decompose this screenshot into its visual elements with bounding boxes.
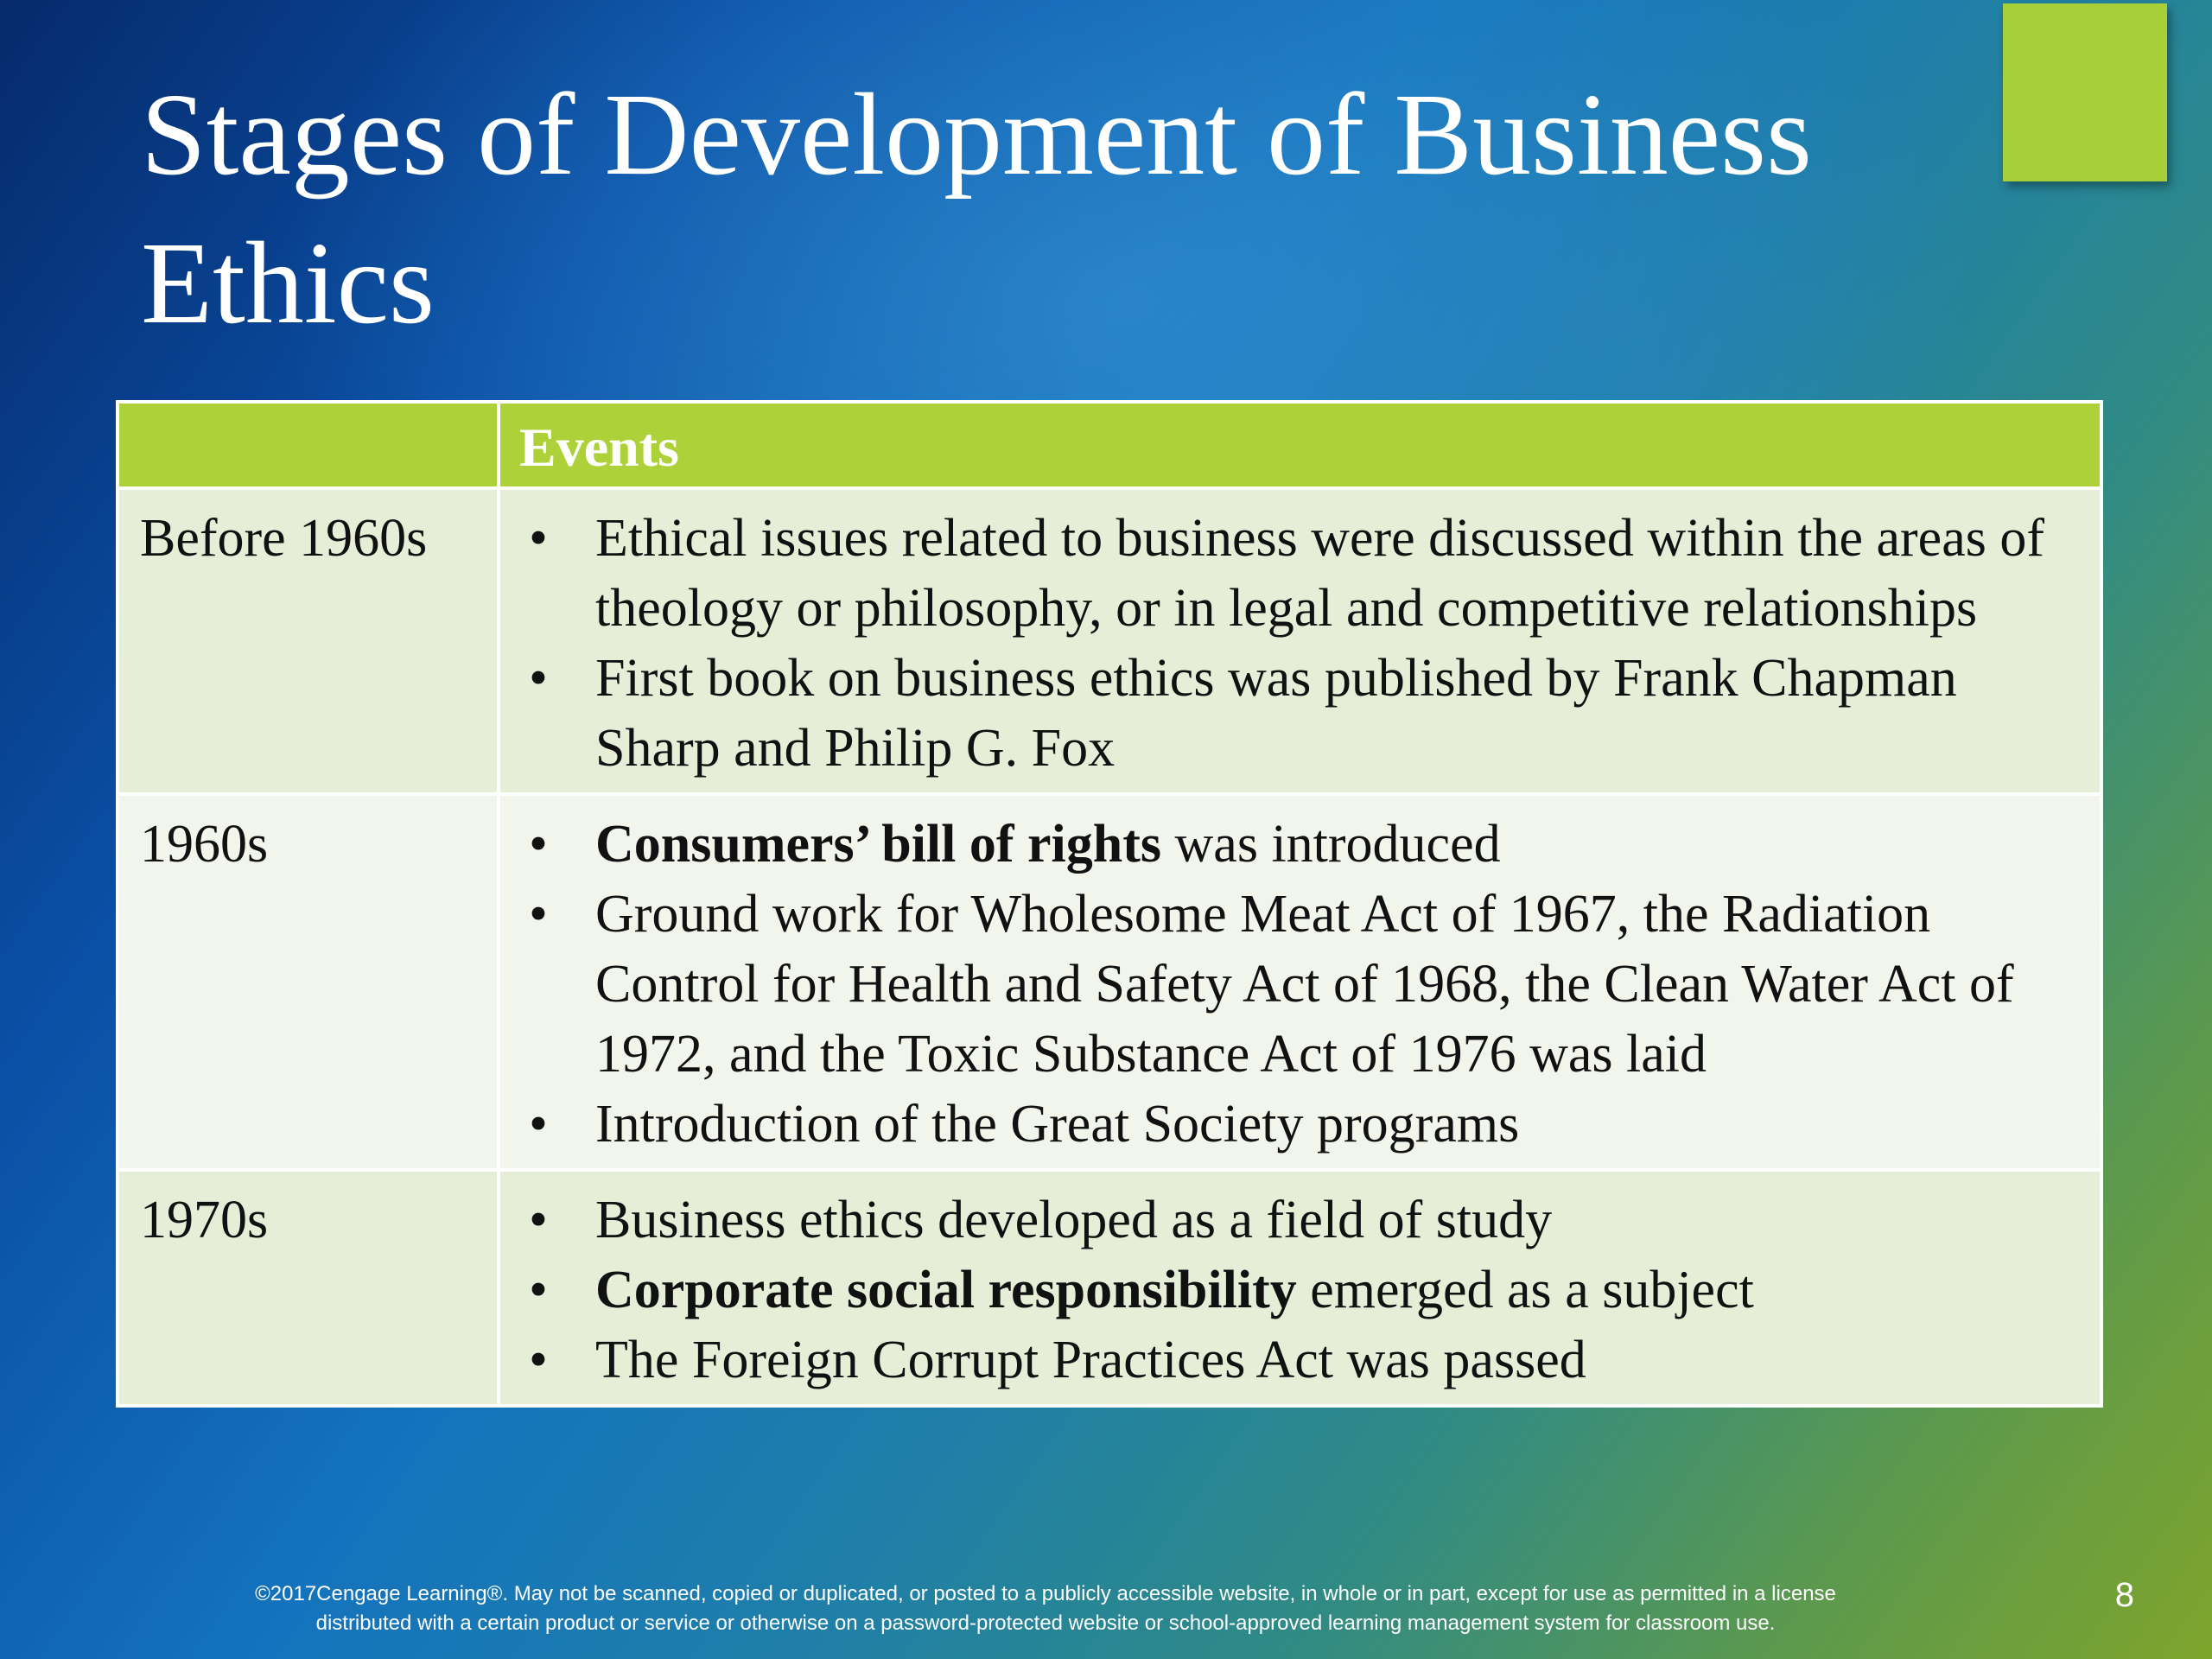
header-cell-events: Events [499,402,2101,488]
event-item: • Introduction of the Great Society programs [521,1090,2079,1160]
header-cell-period [118,402,499,488]
table-row [118,794,2101,1170]
period-cell: 1970s [118,1170,499,1406]
events-cell [499,488,2101,794]
accent-square [2003,3,2167,181]
period-cell: Before 1960s [118,488,499,794]
page-number: 8 [2114,1576,2134,1614]
event-item: • Business ethics developed as a field of study [521,1185,2079,1255]
event-item: • Corporate social responsibility emerged as a subject [521,1255,2079,1325]
period-cell: 1960s [118,794,499,1170]
footer-line: distributed with a certain product or service or otherwise on a password-protected website or school-approved learning management system for classroom use. [315,1611,1776,1635]
table-row [118,488,2101,794]
event-item: • First book on business ethics was published by Frank Chapman Sharp and Philip G. Fox [521,644,2079,784]
event-item: • Consumers’ bill of rights was introduced [521,810,2079,880]
slide-title: Stages of Development of Business Ethics [141,70,1812,348]
event-item: • The Foreign Corrupt Practices Act was passed [521,1325,2079,1395]
stages-table [116,400,2103,1408]
event-item: • Ethical issues related to business were discussed within the areas of theology or philosophy, or in legal and competitive relationships [521,504,2079,644]
footer-line: ©2017Cengage Learning®. May not be scanned, copied or duplicated, or posted to a publicly accessible website, in whole or in part, except for use as permitted in a license [255,1582,1836,1605]
table-header-row [118,402,2101,488]
events-cell [499,1170,2101,1406]
copyright-footer [156,1580,1936,1638]
table-row [118,1170,2101,1406]
event-item: • Ground work for Wholesome Meat Act of 1967, the Radiation Control for Health and Safety Act of 1968, the Clean Water Act of 1972, and the Toxic Substance Act of 1976 was laid [521,880,2079,1090]
events-cell [499,794,2101,1170]
